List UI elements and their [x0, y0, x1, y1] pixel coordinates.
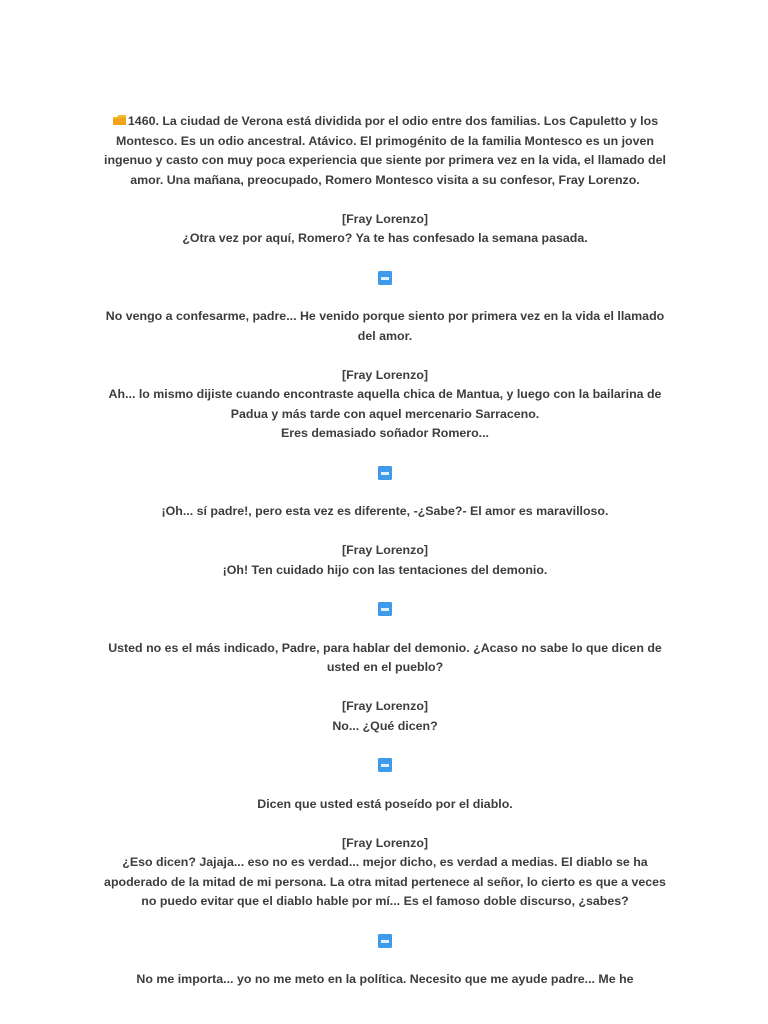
speaker-line: Ah... lo mismo dijiste cuando encontraste aquella chica de Mantua, y luego con la bailarina de Padua y más tarde con aquel mercenario Sarraceno. [108, 387, 662, 421]
speaker-label: [Fray Lorenzo] [341, 543, 429, 557]
speaker-line: ¿Eso dicen? Jajaja... eso no es verdad... mejor dicho, es verdad a medias. El diablo se ha apoderado de la mitad de mi persona. La otra mitad pertenece al señor, lo cierto es que a veces no puedo evitar que el diablo hable por mí... Es el famoso doble discurso, ¿sabes? [104, 855, 666, 908]
speaker-line: No... ¿Qué dicen? [332, 718, 438, 733]
dialogue-text [104, 112, 666, 990]
chat-bubble-icon [377, 601, 393, 617]
speaker-label: [Fray Lorenzo] [341, 211, 429, 226]
reply-line: Dicen que usted está poseído por el diablo. [257, 796, 513, 811]
chat-bubble-icon [377, 757, 393, 773]
intro-paragraph [104, 112, 666, 190]
speaker-line: ¿Otra vez por aquí, Romero? Ya te has confesado la semana pasada. [182, 231, 588, 245]
speaker-label: [Fray Lorenzo] [341, 699, 429, 713]
chat-bubble-icon [377, 270, 393, 286]
speaker-label: [Fray Lorenzo] [341, 835, 429, 850]
speaker-label: [Fray Lorenzo] [341, 367, 429, 382]
chat-bubble-icon [377, 933, 393, 949]
reply-line: No me importa... yo no me meto en la política. Necesito que me ayude padre... Me he [136, 972, 634, 986]
reply-line: No vengo a confesarme, padre... He venido porque siento por primera vez en la vida el llamado del amor. [105, 309, 665, 343]
reply-line: ¡Oh... sí padre!, pero esta vez es diferente, -¿Sabe?- El amor es maravilloso. [161, 504, 609, 518]
folder-icon [112, 113, 127, 127]
reply-line: Usted no es el más indicado, Padre, para hablar del demonio. ¿Acaso no sabe lo que dicen de usted en el pueblo? [108, 640, 662, 674]
intro-text: 1460. La ciudad de Verona está dividida por el odio entre dos familias. Los Capuletto y los Montesco. Es un odio ancestral. Atávico. El primogénito de la familia Montesco es un joven ingenuo y casto con muy poca experiencia que siente por primera vez en la vida, el llamado del amor. Una mañana, preocupado, Romero Montesco visita a su confesor, Fray Lorenzo. [104, 114, 666, 187]
speaker-line: ¡Oh! Ten cuidado hijo con las tentaciones del demonio. [222, 562, 548, 577]
speaker-line: Eres demasiado soñador Romero... [281, 426, 489, 440]
chat-bubble-icon [377, 465, 393, 481]
